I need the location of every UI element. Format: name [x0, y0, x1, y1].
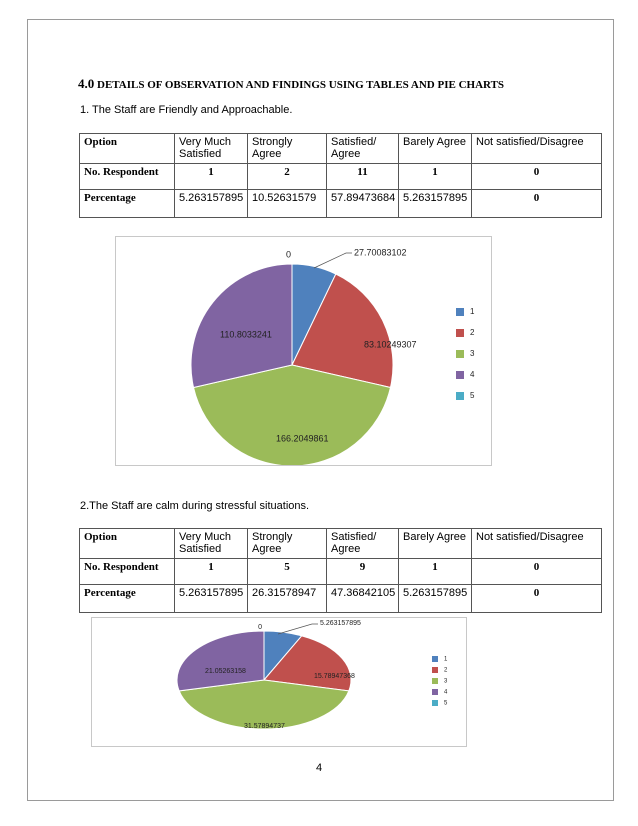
- legend-label-3: 3: [444, 678, 448, 685]
- header-cell: Barely Agree: [399, 134, 472, 164]
- table-header-row: [80, 529, 602, 559]
- table-cell: 26.31578947: [248, 585, 327, 613]
- legend-label-5: 5: [444, 700, 448, 707]
- row-label: No. Respondent: [80, 164, 175, 190]
- table-row: [80, 164, 602, 190]
- header-cell: Option: [80, 529, 175, 559]
- header-cell: Not satisfied/Disagree: [472, 134, 602, 164]
- legend-swatch-2: [432, 667, 438, 673]
- row-label: No. Respondent: [80, 559, 175, 585]
- legend-label-1: 1: [444, 656, 448, 663]
- data-label-2: 15.78947368: [314, 672, 355, 680]
- table-cell: 1: [175, 559, 248, 585]
- legend-swatch-3: [456, 350, 464, 358]
- header-cell: Strongly Agree: [248, 134, 327, 164]
- header-cell: Strongly Agree: [248, 529, 327, 559]
- heading-title: DETAILS OF OBSERVATION AND FINDINGS USING TABLES AND PIE CHARTS: [97, 79, 505, 91]
- table-cell: 1: [175, 164, 248, 190]
- data-label-4: 110.8033241: [220, 329, 272, 340]
- legend-label-1: 1: [470, 307, 475, 317]
- data-label-4: 21.05263158: [205, 667, 246, 675]
- table-row: [80, 190, 602, 218]
- data-label-3: 31.57894737: [244, 722, 285, 730]
- table-cell: 9: [327, 559, 399, 585]
- header-cell: Option: [80, 134, 175, 164]
- data-label-5: 0: [285, 249, 291, 260]
- legend-label-5: 5: [470, 391, 475, 401]
- legend-swatch-5: [456, 392, 464, 400]
- header-cell: Very Much Satisfied: [175, 529, 248, 559]
- data-label-1: 5.263157895: [320, 619, 361, 627]
- legend-swatch-2: [456, 329, 464, 337]
- legend-swatch-4: [456, 371, 464, 379]
- legend-label-2: 2: [444, 667, 448, 674]
- header-cell: Barely Agree: [399, 529, 472, 559]
- table-cell: 2: [248, 164, 327, 190]
- table-cell: 1: [399, 559, 472, 585]
- pie-slice-4: [177, 631, 264, 691]
- table-2: [79, 528, 602, 613]
- page-number: 4: [315, 762, 323, 774]
- table-cell: 0: [472, 190, 602, 218]
- header-cell: Satisfied/ Agree: [327, 134, 399, 164]
- header-cell: Satisfied/ Agree: [327, 529, 399, 559]
- table-cell: 11: [327, 164, 399, 190]
- legend-swatch-3: [432, 678, 438, 684]
- table-cell: 5: [248, 559, 327, 585]
- data-label-5: 0: [258, 623, 262, 631]
- data-label-1: 27.70083102: [354, 247, 407, 258]
- table-cell: 5.263157895: [399, 190, 472, 218]
- heading-number: 4.0: [78, 76, 95, 91]
- table-row: [80, 559, 602, 585]
- leader-line: [278, 624, 318, 634]
- table-cell: 5.263157895: [399, 585, 472, 613]
- header-cell: Very Much Satisfied: [175, 134, 248, 164]
- pie-slice-4: [191, 264, 292, 387]
- table-cell: 10.52631579: [248, 190, 327, 218]
- table-header-row: [80, 134, 602, 164]
- question-2: 2.The Staff are calm during stressful situations.: [80, 500, 310, 512]
- legend-swatch-5: [432, 700, 438, 706]
- row-label: Percentage: [80, 585, 175, 613]
- table-cell: 47.36842105: [327, 585, 399, 613]
- question-1: 1. The Staff are Friendly and Approachable.: [80, 104, 293, 116]
- data-label-3: 166.2049861: [276, 433, 329, 444]
- data-label-2: 83.10249307: [364, 339, 417, 350]
- table-cell: 0: [472, 559, 602, 585]
- legend-swatch-4: [432, 689, 438, 695]
- pie-chart-1-svg: [116, 237, 491, 465]
- section-heading: [78, 76, 504, 92]
- table-row: [80, 585, 602, 613]
- legend-swatch-1: [432, 656, 438, 662]
- pie-chart-1: [115, 236, 492, 466]
- legend-label-4: 4: [444, 689, 448, 696]
- pie-chart-2-svg: [92, 618, 466, 746]
- row-label: Percentage: [80, 190, 175, 218]
- table-cell: 5.263157895: [175, 585, 248, 613]
- table-cell: 5.263157895: [175, 190, 248, 218]
- table-cell: 0: [472, 164, 602, 190]
- table-cell: 57.89473684: [327, 190, 399, 218]
- legend-label-4: 4: [470, 370, 475, 380]
- table-1: [79, 133, 602, 218]
- leader-line: [314, 253, 352, 268]
- table-cell: 1: [399, 164, 472, 190]
- pie-chart-2: [91, 617, 467, 747]
- legend-label-3: 3: [470, 349, 475, 359]
- legend-swatch-1: [456, 308, 464, 316]
- header-cell: Not satisfied/Disagree: [472, 529, 602, 559]
- legend-label-2: 2: [470, 328, 475, 338]
- table-cell: 0: [472, 585, 602, 613]
